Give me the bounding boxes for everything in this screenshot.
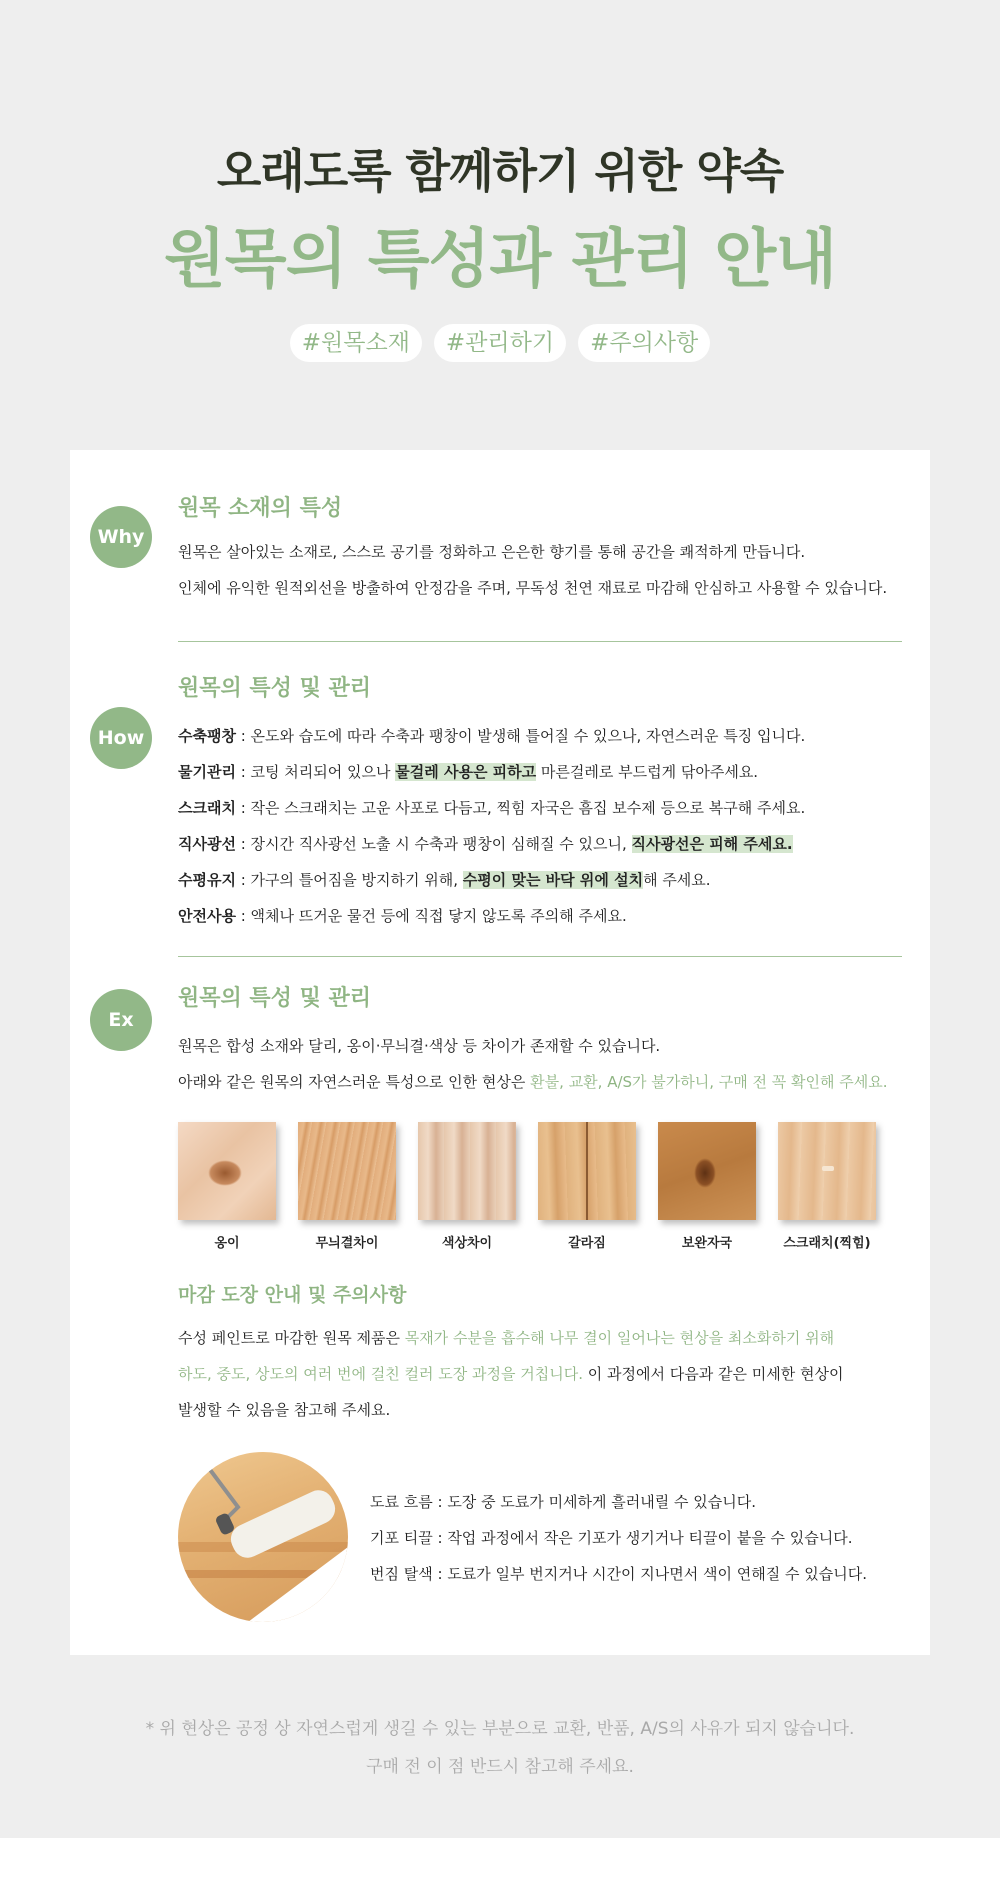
care-highlight: 물걸레 사용은 피하고	[395, 763, 537, 781]
care-highlight: 직사광선은 피해 주세요.	[631, 835, 793, 853]
wood-repair-image	[658, 1122, 756, 1220]
why-paragraph	[178, 534, 887, 606]
wood-sample: 스크래치(찍힘)	[778, 1122, 876, 1251]
wood-sample-gallery	[178, 1122, 902, 1251]
care-term: 수평유지	[178, 871, 236, 889]
wood-sample: 무늬결차이	[298, 1122, 396, 1251]
how-badge: How	[90, 707, 152, 769]
how-section-title: 원목의 특성 및 관리	[178, 676, 371, 701]
divider	[178, 956, 902, 957]
paint-issue: 도료 흐름 : 도장 중 도료가 미세하게 흘러내릴 수 있습니다.	[370, 1493, 757, 1511]
wood-sample: 옹이	[178, 1122, 276, 1251]
paint-issue: 기포 티끌 : 작업 과정에서 작은 기포가 생기거나 티끌이 붙을 수 있습니다.	[370, 1529, 853, 1547]
care-term: 안전사용	[178, 907, 236, 925]
wood-sample: 보완자국	[658, 1122, 756, 1251]
wood-scratch-image	[778, 1122, 876, 1220]
why-line: 원목은 살아있는 소재로, 스스로 공기를 정화하고 은은한 향기를 통해 공간을 쾌적하게 만듭니다.	[178, 543, 806, 561]
footnote	[0, 1710, 1000, 1786]
why-badge: Why	[90, 506, 152, 568]
tag-list	[0, 324, 1000, 362]
care-item: 수축팽창 : 온도와 습도에 따라 수축과 팽창이 발생해 틀어질 수 있으나, 자연스러운 특징 입니다.	[178, 727, 806, 745]
footnote-line: * 위 현상은 공정 상 자연스럽게 생길 수 있는 부분으로 교환, 반품, A/S의 사유가 되지 않습니다.	[145, 1719, 855, 1739]
wood-grain-image	[298, 1122, 396, 1220]
page-subtitle: 원목의 특성과 관리 안내	[163, 223, 837, 297]
paint-issue: 번짐 탈색 : 도료가 일부 번지거나 시간이 지나면서 색이 연해질 수 있습니다.	[370, 1565, 867, 1583]
wood-color-image	[418, 1122, 516, 1220]
care-term: 직사광선	[178, 835, 236, 853]
wood-sample: 색상차이	[418, 1122, 516, 1251]
how-list	[178, 718, 805, 934]
care-item: 직사광선 : 장시간 직사광선 노출 시 수축과 팽창이 심해질 수 있으니, 직사광선은 피해 주세요.	[178, 835, 793, 853]
finish-title: 마감 도장 안내 및 주의사항	[178, 1284, 407, 1306]
tag-care: #관리하기	[434, 324, 566, 362]
paint-issue-list	[370, 1484, 867, 1592]
footnote-line: 구매 전 이 점 반드시 참고해 주세요.	[366, 1757, 634, 1777]
care-item: 물기관리 : 코팅 처리되어 있으나 물걸레 사용은 피하고 마른걸레로 부드럽게 닦아주세요.	[178, 763, 759, 781]
ex-paragraph: 원목은 합성 소재와 달리, 옹이·무늬결·색상 등 차이가 존재할 수 있습니다. 아래와 같은 원목의 자연스러운 특성으로 인한 현상은 환불, 교환, A/S가 불가하니, 구매 전 꼭 확인해 주세요.	[178, 1037, 888, 1091]
page-title: 오래도록 함께하기 위한 약속	[216, 144, 784, 198]
tag-caution: #주의사항	[578, 324, 710, 362]
care-term: 수축팽창	[178, 727, 236, 745]
why-section-title: 원목 소재의 특성	[178, 496, 343, 521]
care-item: 수평유지 : 가구의 틀어짐을 방지하기 위해, 수평이 맞는 바닥 위에 설치해 주세요.	[178, 871, 711, 889]
finish-paragraph: 수성 페인트로 마감한 원목 제품은 목재가 수분을 흡수해 나무 결이 일어나는 현상을 최소화하기 위해 하도, 중도, 상도의 여러 번에 걸친 컬러 도장 과정을 거칩니다. 이 과정에서 다음과 같은 미세한 현상이 발생할 수 있음을 참고해 주세요.	[178, 1329, 844, 1419]
info-card	[70, 450, 930, 1655]
ex-badge: Ex	[90, 989, 152, 1051]
care-item: 안전사용 : 액체나 뜨거운 물건 등에 직접 닿지 않도록 주의해 주세요.	[178, 907, 627, 925]
paint-roller-image	[178, 1452, 348, 1622]
paint-roller-icon	[178, 1452, 348, 1622]
divider	[178, 641, 902, 642]
care-term: 물기관리	[178, 763, 236, 781]
care-highlight: 수평이 맞는 바닥 위에 설치	[462, 871, 644, 889]
ex-warning: 환불, 교환, A/S가 불가하니, 구매 전 꼭 확인해 주세요.	[530, 1073, 888, 1091]
ex-section-title: 원목의 특성 및 관리	[178, 986, 371, 1011]
tag-wood-material: #원목소재	[290, 324, 422, 362]
care-item: 스크래치 : 작은 스크래치는 고운 사포로 다듬고, 찍힘 자국은 흠집 보수제 등으로 복구해 주세요.	[178, 799, 806, 817]
why-line: 인체에 유익한 원적외선을 방출하여 안정감을 주며, 무독성 천연 재료로 마감해 안심하고 사용할 수 있습니다.	[178, 579, 888, 597]
wood-crack-image	[538, 1122, 636, 1220]
wood-knot-image	[178, 1122, 276, 1220]
wood-sample: 갈라짐	[538, 1122, 636, 1251]
care-term: 스크래치	[178, 799, 236, 817]
